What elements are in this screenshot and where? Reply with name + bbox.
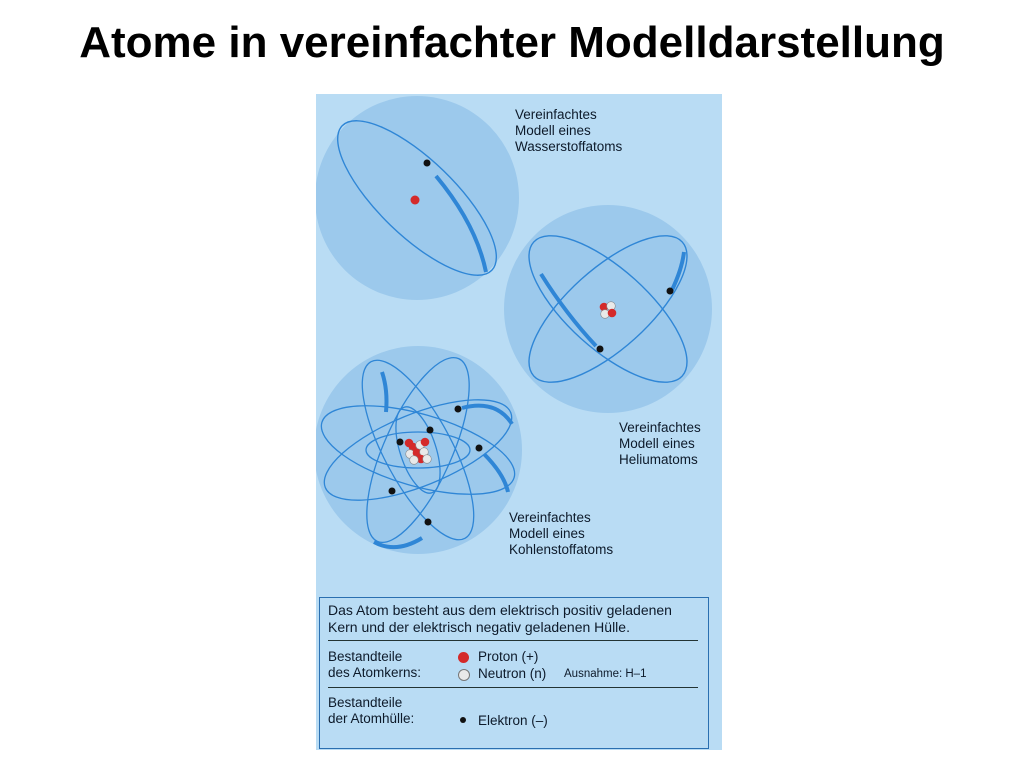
carbon-electron-4	[427, 427, 434, 434]
nucleus-label: Bestandteile des Atomkerns:	[328, 649, 422, 680]
carbon-electron-3	[397, 439, 404, 446]
electron-icon	[460, 717, 466, 723]
helium-electron-1	[667, 288, 674, 295]
electron-label: Elektron (–)	[478, 713, 548, 728]
helium-caption: Vereinfachtes Modell eines Heliumatoms	[619, 420, 701, 467]
legend-divider	[328, 640, 698, 641]
hydrogen-electron	[424, 160, 431, 167]
atom-model-figure	[316, 94, 722, 750]
carbon-atom	[316, 345, 524, 555]
hydrogen-caption: Vereinfachtes Modell eines Wasserstoffatoms	[515, 107, 623, 154]
carbon-electron-6	[425, 519, 432, 526]
legend-divider	[328, 687, 698, 688]
proton-icon	[458, 652, 469, 663]
carbon-electron-2	[476, 445, 483, 452]
page-title: Atome in vereinfachter Modelldarstellung	[79, 18, 945, 67]
carbon-caption: Vereinfachtes Modell eines Kohlenstoffatoms	[509, 510, 614, 557]
helium-atom	[504, 205, 712, 413]
helium-electron-2	[597, 346, 604, 353]
carbon-electron-1	[455, 406, 462, 413]
proton-label: Proton (+)	[478, 649, 539, 664]
neutron-label: Neutron (n)	[478, 666, 547, 681]
carbon-electron-5	[389, 488, 396, 495]
exception-note: Ausnahme: H–1	[564, 668, 647, 680]
hydrogen-proton	[411, 196, 420, 205]
hydrogen-atom	[316, 96, 519, 300]
legend-box	[319, 597, 709, 749]
shell-label: Bestandteile der Atomhülle:	[328, 695, 415, 726]
legend-intro: Das Atom besteht aus dem elektrisch positiv geladenen Kern und der elektrisch negativ geladenen Hülle.	[328, 602, 672, 635]
neutron-icon	[458, 669, 470, 681]
